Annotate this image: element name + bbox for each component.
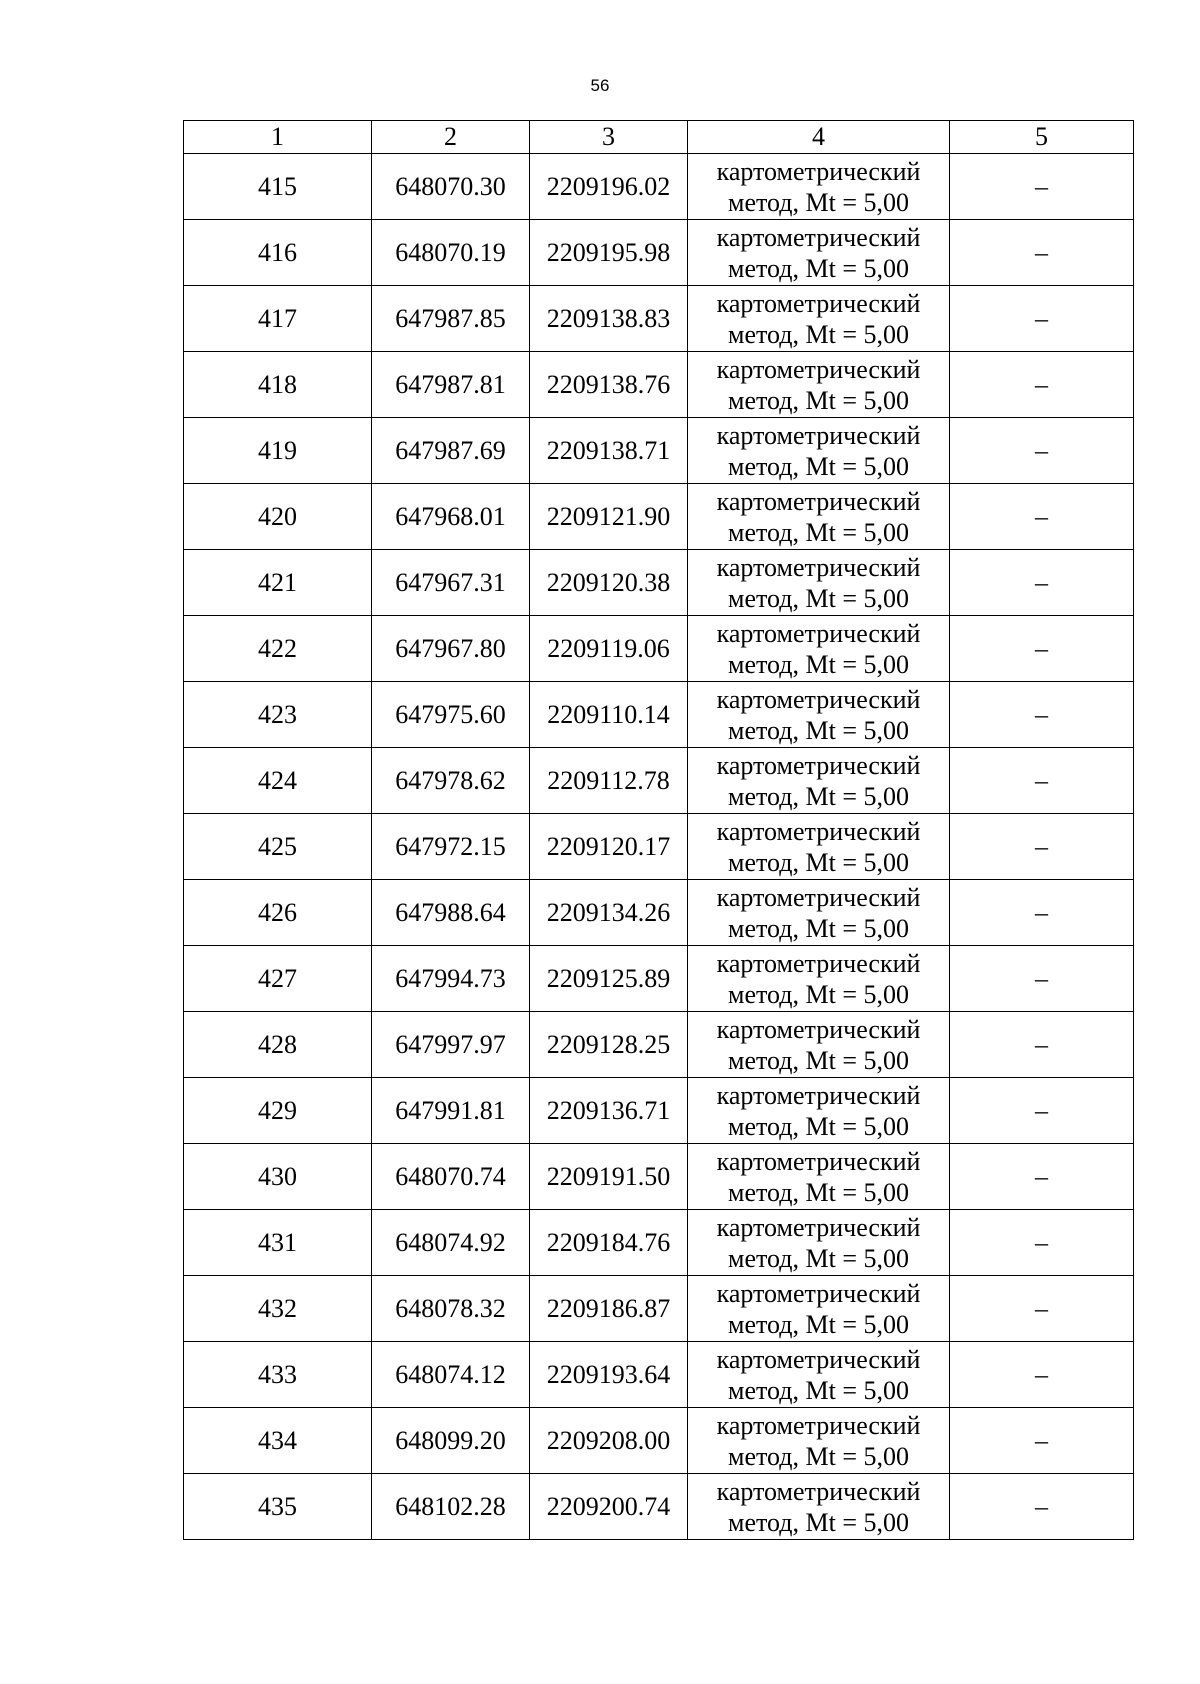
- point-number-cell: 428: [184, 1012, 372, 1078]
- column-header: 4: [688, 121, 950, 154]
- method-line-2: метод, Mt = 5,00: [728, 319, 909, 349]
- point-number-cell: 417: [184, 286, 372, 352]
- y-coordinate-cell: 2209120.17: [530, 814, 688, 880]
- method-line-1: картометрический: [716, 750, 921, 780]
- method-cell: [688, 484, 950, 550]
- method-line-1: картометрический: [716, 1476, 921, 1506]
- method-cell: [688, 1408, 950, 1474]
- x-coordinate-cell: 647967.80: [372, 616, 530, 682]
- method-line-2: метод, Mt = 5,00: [728, 1177, 909, 1207]
- point-number-cell: 424: [184, 748, 372, 814]
- method-line-1: картометрический: [716, 1014, 921, 1044]
- method-line-2: метод, Mt = 5,00: [728, 1045, 909, 1075]
- method-line-1: картометрический: [716, 552, 921, 582]
- x-coordinate-cell: 648074.12: [372, 1342, 530, 1408]
- x-coordinate-cell: 648070.74: [372, 1144, 530, 1210]
- point-number-cell: 415: [184, 154, 372, 220]
- method-line-2: метод, Mt = 5,00: [728, 451, 909, 481]
- point-number-cell: 432: [184, 1276, 372, 1342]
- coordinates-table: [183, 120, 1134, 1540]
- point-number-cell: 420: [184, 484, 372, 550]
- y-coordinate-cell: 2209138.71: [530, 418, 688, 484]
- method-line-2: метод, Mt = 5,00: [728, 385, 909, 415]
- point-number-cell: 422: [184, 616, 372, 682]
- method-cell: [688, 1210, 950, 1276]
- point-number-cell: 423: [184, 682, 372, 748]
- y-coordinate-cell: 2209138.76: [530, 352, 688, 418]
- header-row: [184, 121, 1134, 154]
- y-coordinate-cell: 2209184.76: [530, 1210, 688, 1276]
- method-cell: [688, 1078, 950, 1144]
- table-row: [184, 220, 1134, 286]
- table-row: [184, 418, 1134, 484]
- method-line-1: картометрический: [716, 1212, 921, 1242]
- y-coordinate-cell: 2209128.25: [530, 1012, 688, 1078]
- method-line-2: метод, Mt = 5,00: [728, 187, 909, 217]
- method-cell: [688, 1276, 950, 1342]
- method-line-1: картометрический: [716, 156, 921, 186]
- table-row: [184, 1078, 1134, 1144]
- y-coordinate-cell: 2209200.74: [530, 1474, 688, 1540]
- method-cell: [688, 418, 950, 484]
- x-coordinate-cell: 647987.85: [372, 286, 530, 352]
- table-row: [184, 1210, 1134, 1276]
- method-cell: [688, 616, 950, 682]
- method-cell: [688, 1342, 950, 1408]
- x-coordinate-cell: 647994.73: [372, 946, 530, 1012]
- column-header: 5: [950, 121, 1134, 154]
- method-line-1: картометрический: [716, 1410, 921, 1440]
- method-line-2: метод, Mt = 5,00: [728, 1375, 909, 1405]
- y-coordinate-cell: 2209112.78: [530, 748, 688, 814]
- x-coordinate-cell: 647987.69: [372, 418, 530, 484]
- method-cell: [688, 1012, 950, 1078]
- x-coordinate-cell: 648078.32: [372, 1276, 530, 1342]
- point-number-cell: 434: [184, 1408, 372, 1474]
- method-line-2: метод, Mt = 5,00: [728, 1507, 909, 1537]
- method-line-1: картометрический: [716, 288, 921, 318]
- x-coordinate-cell: 647991.81: [372, 1078, 530, 1144]
- note-cell: –: [950, 286, 1134, 352]
- method-cell: [688, 1474, 950, 1540]
- method-line-2: метод, Mt = 5,00: [728, 583, 909, 613]
- note-cell: –: [950, 550, 1134, 616]
- note-cell: –: [950, 1408, 1134, 1474]
- note-cell: –: [950, 154, 1134, 220]
- method-cell: [688, 286, 950, 352]
- table-row: [184, 154, 1134, 220]
- point-number-cell: 429: [184, 1078, 372, 1144]
- page-number: 56: [590, 76, 610, 95]
- method-line-2: метод, Mt = 5,00: [728, 1309, 909, 1339]
- note-cell: –: [950, 484, 1134, 550]
- x-coordinate-cell: 648070.30: [372, 154, 530, 220]
- note-cell: –: [950, 1078, 1134, 1144]
- method-cell: [688, 814, 950, 880]
- note-cell: –: [950, 1144, 1134, 1210]
- point-number-cell: 416: [184, 220, 372, 286]
- note-cell: –: [950, 418, 1134, 484]
- method-line-2: метод, Mt = 5,00: [728, 715, 909, 745]
- method-line-2: метод, Mt = 5,00: [728, 847, 909, 877]
- point-number-cell: 421: [184, 550, 372, 616]
- method-cell: [688, 550, 950, 616]
- method-line-1: картометрический: [716, 420, 921, 450]
- x-coordinate-cell: 648070.19: [372, 220, 530, 286]
- point-number-cell: 427: [184, 946, 372, 1012]
- x-coordinate-cell: 647978.62: [372, 748, 530, 814]
- note-cell: –: [950, 814, 1134, 880]
- method-cell: [688, 682, 950, 748]
- table-row: [184, 880, 1134, 946]
- method-line-1: картометрический: [716, 486, 921, 516]
- y-coordinate-cell: 2209186.87: [530, 1276, 688, 1342]
- note-cell: –: [950, 220, 1134, 286]
- method-line-2: метод, Mt = 5,00: [728, 979, 909, 1009]
- method-line-2: метод, Mt = 5,00: [728, 1111, 909, 1141]
- y-coordinate-cell: 2209193.64: [530, 1342, 688, 1408]
- method-line-1: картометрический: [716, 816, 921, 846]
- method-line-2: метод, Mt = 5,00: [728, 781, 909, 811]
- table-row: [184, 748, 1134, 814]
- table-row: [184, 1276, 1134, 1342]
- y-coordinate-cell: 2209136.71: [530, 1078, 688, 1144]
- table-row: [184, 550, 1134, 616]
- method-cell: [688, 946, 950, 1012]
- column-header: 3: [530, 121, 688, 154]
- point-number-cell: 433: [184, 1342, 372, 1408]
- x-coordinate-cell: 647997.97: [372, 1012, 530, 1078]
- method-line-2: метод, Mt = 5,00: [728, 913, 909, 943]
- point-number-cell: 419: [184, 418, 372, 484]
- y-coordinate-cell: 2209195.98: [530, 220, 688, 286]
- table-row: [184, 946, 1134, 1012]
- method-line-1: картометрический: [716, 222, 921, 252]
- x-coordinate-cell: 648099.20: [372, 1408, 530, 1474]
- method-line-2: метод, Mt = 5,00: [728, 1441, 909, 1471]
- y-coordinate-cell: 2209120.38: [530, 550, 688, 616]
- method-cell: [688, 1144, 950, 1210]
- method-cell: [688, 220, 950, 286]
- table-row: [184, 1474, 1134, 1540]
- y-coordinate-cell: 2209119.06: [530, 616, 688, 682]
- y-coordinate-cell: 2209208.00: [530, 1408, 688, 1474]
- method-line-1: картометрический: [716, 948, 921, 978]
- point-number-cell: 431: [184, 1210, 372, 1276]
- table-row: [184, 484, 1134, 550]
- point-number-cell: 430: [184, 1144, 372, 1210]
- table-row: [184, 814, 1134, 880]
- method-line-2: метод, Mt = 5,00: [728, 253, 909, 283]
- method-cell: [688, 154, 950, 220]
- column-header: 2: [372, 121, 530, 154]
- table-row: [184, 682, 1134, 748]
- point-number-cell: 425: [184, 814, 372, 880]
- x-coordinate-cell: 647988.64: [372, 880, 530, 946]
- note-cell: –: [950, 946, 1134, 1012]
- x-coordinate-cell: 647987.81: [372, 352, 530, 418]
- method-cell: [688, 880, 950, 946]
- table-row: [184, 1342, 1134, 1408]
- note-cell: –: [950, 1474, 1134, 1540]
- table-row: [184, 1408, 1134, 1474]
- note-cell: –: [950, 1276, 1134, 1342]
- note-cell: –: [950, 1342, 1134, 1408]
- method-cell: [688, 748, 950, 814]
- method-line-1: картометрический: [716, 618, 921, 648]
- method-line-2: метод, Mt = 5,00: [728, 517, 909, 547]
- y-coordinate-cell: 2209138.83: [530, 286, 688, 352]
- note-cell: –: [950, 682, 1134, 748]
- method-line-2: метод, Mt = 5,00: [728, 1243, 909, 1273]
- method-line-1: картометрический: [716, 882, 921, 912]
- point-number-cell: 426: [184, 880, 372, 946]
- method-line-2: метод, Mt = 5,00: [728, 649, 909, 679]
- method-line-1: картометрический: [716, 1278, 921, 1308]
- table-row: [184, 286, 1134, 352]
- method-cell: [688, 352, 950, 418]
- table-row: [184, 1144, 1134, 1210]
- point-number-cell: 418: [184, 352, 372, 418]
- note-cell: –: [950, 880, 1134, 946]
- x-coordinate-cell: 647975.60: [372, 682, 530, 748]
- y-coordinate-cell: 2209121.90: [530, 484, 688, 550]
- method-line-1: картометрический: [716, 684, 921, 714]
- note-cell: –: [950, 1210, 1134, 1276]
- method-line-1: картометрический: [716, 1080, 921, 1110]
- table-row: [184, 352, 1134, 418]
- x-coordinate-cell: 647967.31: [372, 550, 530, 616]
- method-line-1: картометрический: [716, 1344, 921, 1374]
- table-row: [184, 1012, 1134, 1078]
- table-body: [184, 154, 1134, 1540]
- note-cell: –: [950, 748, 1134, 814]
- note-cell: –: [950, 352, 1134, 418]
- method-line-1: картометрический: [716, 354, 921, 384]
- y-coordinate-cell: 2209196.02: [530, 154, 688, 220]
- x-coordinate-cell: 648102.28: [372, 1474, 530, 1540]
- x-coordinate-cell: 647972.15: [372, 814, 530, 880]
- y-coordinate-cell: 2209134.26: [530, 880, 688, 946]
- y-coordinate-cell: 2209110.14: [530, 682, 688, 748]
- x-coordinate-cell: 648074.92: [372, 1210, 530, 1276]
- table-row: [184, 616, 1134, 682]
- point-number-cell: 435: [184, 1474, 372, 1540]
- y-coordinate-cell: 2209191.50: [530, 1144, 688, 1210]
- note-cell: –: [950, 616, 1134, 682]
- x-coordinate-cell: 647968.01: [372, 484, 530, 550]
- y-coordinate-cell: 2209125.89: [530, 946, 688, 1012]
- note-cell: –: [950, 1012, 1134, 1078]
- method-line-1: картометрический: [716, 1146, 921, 1176]
- column-header: 1: [184, 121, 372, 154]
